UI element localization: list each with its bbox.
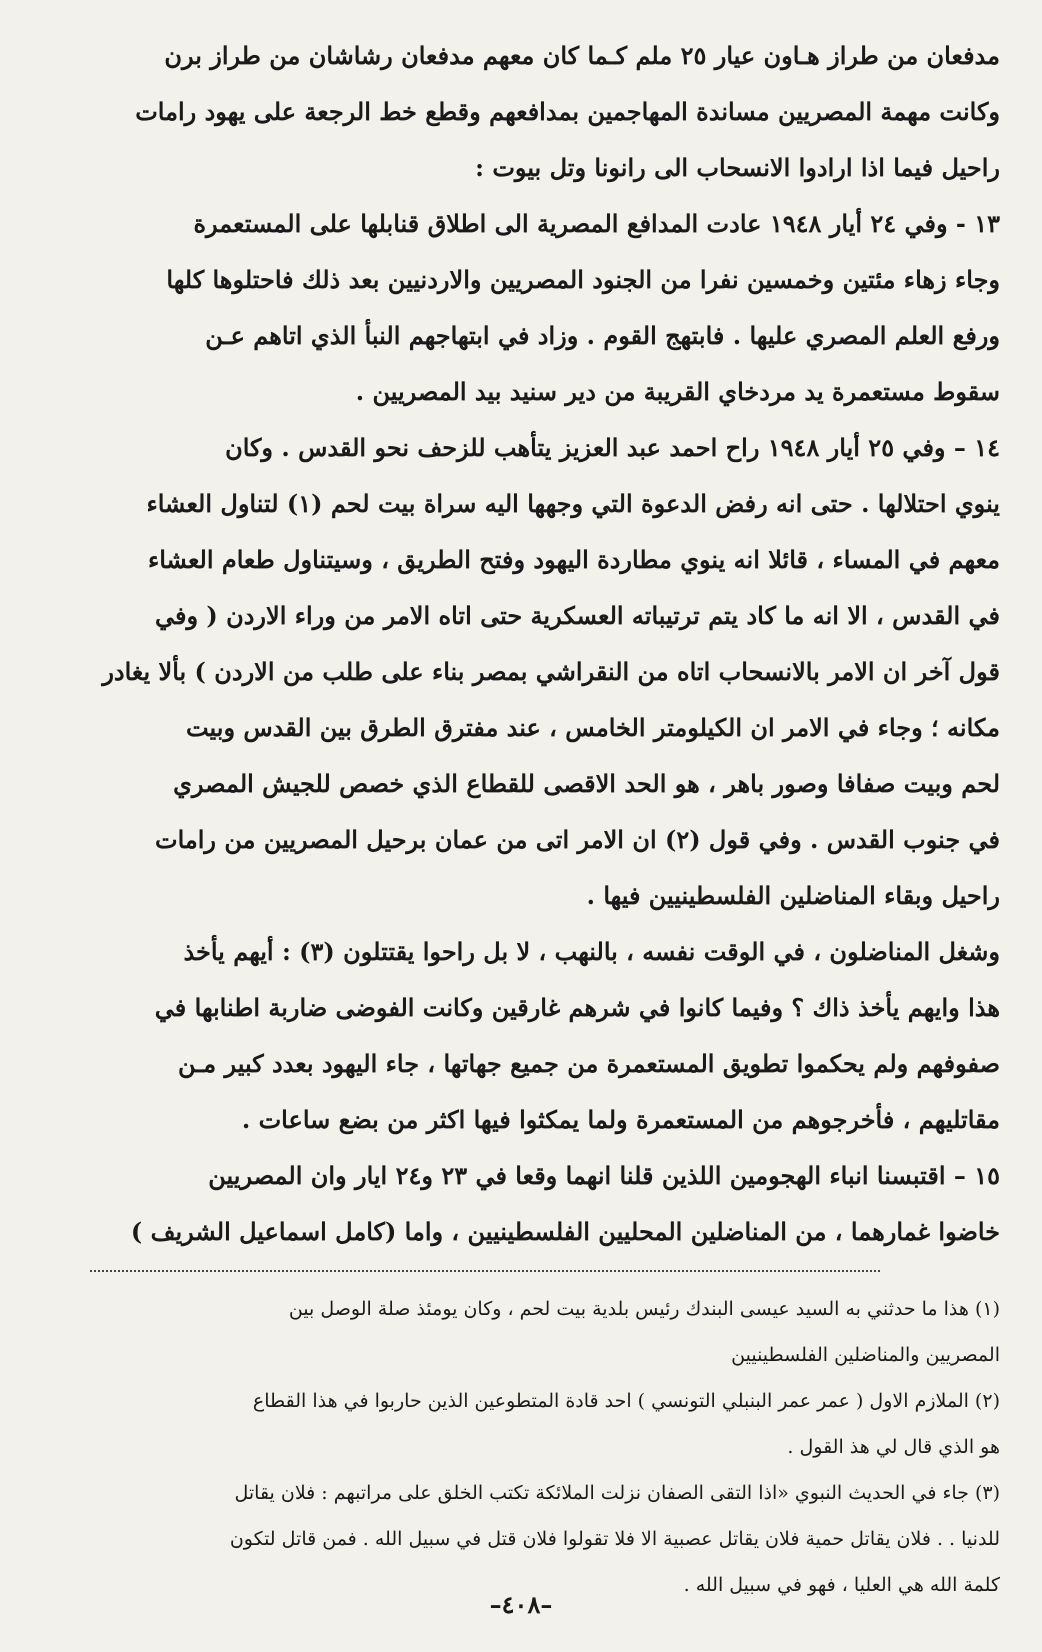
- footnote-line: (٢) الملازم الاول ( عمر عمر البنبلي التونسي ) احد قادة المتطوعين الذين حاربوا في هذا القطاع: [252, 1390, 1000, 1412]
- text-line: راحيل فيما اذا ارادوا الانسحاب الى رانونا وتل بيوت :: [475, 153, 1000, 182]
- page-number: –٤٠٨–: [489, 1590, 553, 1619]
- text-line: خاضوا غمارهما ، من المناضلين المحليين الفلسطينيين ، واما (كامل اسماعيل الشريف ): [130, 1217, 1000, 1246]
- footnote-divider: [90, 1270, 880, 1272]
- text-line: ١٥ – اقتبسنا انباء الهجومين اللذين قلنا انهما وقعا في ٢٣ و٢٤ ايار وان المصريين: [208, 1161, 1000, 1190]
- footnote-line: المصريين والمناضلين الفلسطينيين: [731, 1344, 1000, 1366]
- footnote-line: كلمة الله هي العليا ، فهو في سبيل الله .: [683, 1574, 1000, 1596]
- text-line: صفوفهم ولم يحكموا تطويق المستعمرة من جميع جهاتها ، جاء اليهود بعدد كبير مـن: [177, 1049, 1000, 1078]
- text-line: ورفع العلم المصري عليها . فابتهج القوم . وزاد في ابتهاجهم النبأ الذي اتاهم عـن: [205, 321, 1000, 350]
- text-line: وجاء زهاء مئتين وخمسين نفرا من الجنود المصريين والاردنيين بعد ذلك فاحتلوها كلها: [166, 265, 1000, 294]
- text-line: وشغل المناضلون ، في الوقت نفسه ، بالنهب ، لا بل راحوا يقتتلون (٣) : أيهم يأخذ: [183, 937, 1000, 966]
- text-line: مقاتليهم ، فأخرجوهم من المستعمرة ولما يمكثوا فيها اكثر من بضع ساعات .: [241, 1105, 1000, 1134]
- footnote-line: للدنيا . . فلان يقاتل حمية فلان يقاتل عصبية الا فلا تقولوا فلان قتل في سبيل الله . فمن قاتل لتكون: [229, 1528, 1000, 1550]
- footnotes: [30, 1286, 1000, 1608]
- text-line: قول آخر ان الامر بالانسحاب اتاه من النقراشي بمصر بناء على طلب من الاردن ) بألا يغادر: [102, 657, 1000, 686]
- text-line: ينوي احتلالها . حتى انه رفض الدعوة التي وجهها اليه سراة بيت لحم (١) لتناول العشاء: [146, 489, 1000, 518]
- text-line: سقوط مستعمرة يد مردخاي القريبة من دير سنيد بيد المصريين .: [355, 377, 1000, 406]
- text-line: في جنوب القدس . وفي قول (٢) ان الامر اتى من عمان برحيل المصريين من رامات: [154, 825, 1000, 854]
- text-line: راحيل وبقاء المناضلين الفلسطينيين فيها .: [586, 881, 1000, 910]
- main-text: [30, 28, 1000, 1260]
- footnote-line: هو الذي قال لي هذ القول .: [787, 1436, 1000, 1458]
- footnote-line: (١) هذا ما حدثني به السيد عيسى البندك رئيس بلدية بيت لحم ، وكان يومئذ صلة الوصل بين: [288, 1298, 1000, 1320]
- text-line: معهم في المساء ، قائلا انه ينوي مطاردة اليهود وفتح الطريق ، وسيتناول طعام العشاء: [147, 545, 1000, 574]
- text-line: وكانت مهمة المصريين مساندة المهاجمين بمدافعهم وقطع خط الرجعة على يهود رامات: [135, 97, 1000, 126]
- text-line: في القدس ، الا انه ما كاد يتم ترتيباته العسكرية حتى اتاه الامر من وراء الاردن ( وفي: [154, 601, 1000, 630]
- footnote-line: (٣) جاء في الحديث النبوي «اذا التقى الصفان نزلت الملائكة تكتب الخلق على مراتبهم : فلان يقاتل: [234, 1482, 1000, 1504]
- text-line: مدفعان من طراز هـاون عيار ٢٥ ملم كـما كان معهم مدفعان رشاشان من طراز برن: [164, 41, 1000, 70]
- text-line: لحم وبيت صفافا وصور باهر ، هو الحد الاقصى للقطاع الذي خصص للجيش المصري: [173, 769, 1000, 798]
- text-line: هذا وايهم يأخذ ذاك ؟ وفيما كانوا في شرهم غارقين وكانت الفوضى ضاربة اطنابها في: [154, 993, 1000, 1022]
- text-line: ١٣ - وفي ٢٤ أيار ١٩٤٨ عادت المدافع المصرية الى اطلاق قنابلها على المستعمرة: [193, 209, 1000, 238]
- text-line: مكانه ؛ وجاء في الامر ان الكيلومتر الخامس ، عند مفترق الطرق بين القدس وبيت: [185, 713, 1000, 742]
- text-line: ١٤ – وفي ٢٥ أيار ١٩٤٨ راح احمد عبد العزيز يتأهب للزحف نحو القدس . وكان: [225, 433, 1000, 462]
